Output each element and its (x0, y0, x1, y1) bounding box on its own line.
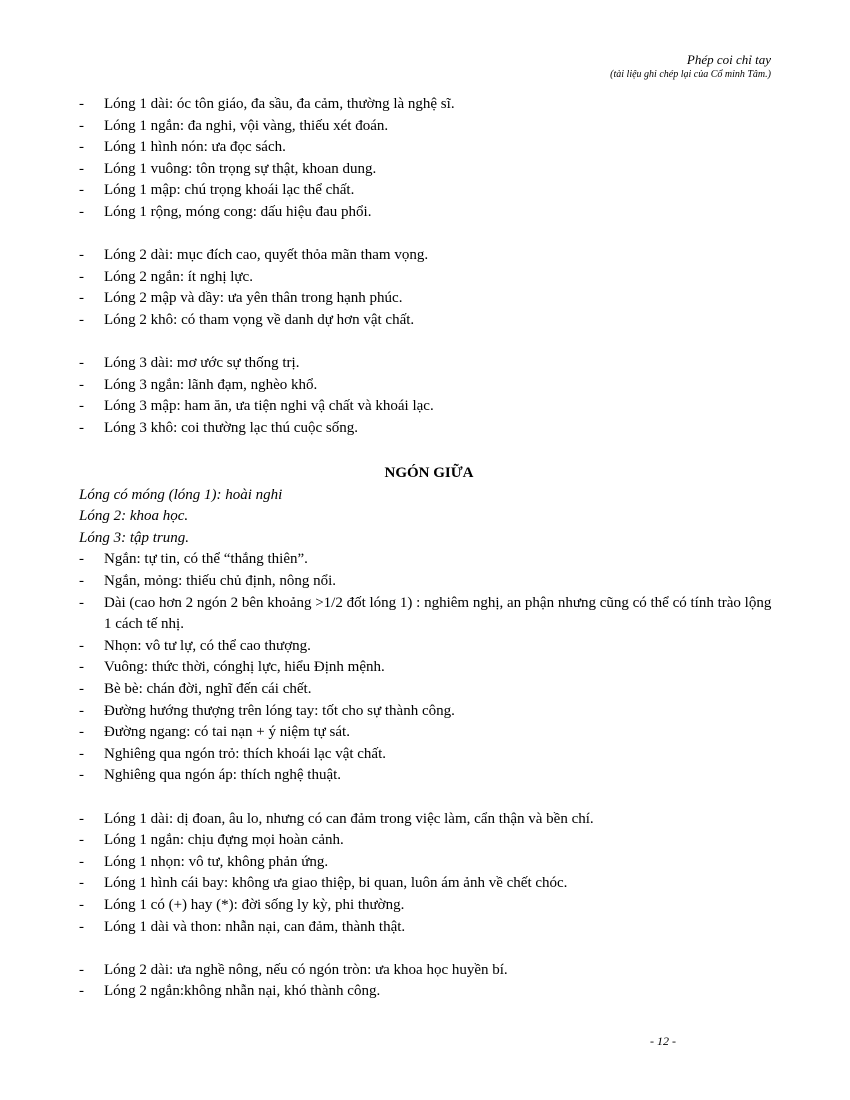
list-item: - Đường hướng thượng trên lóng tay: tốt cho sự thành công. (79, 701, 779, 723)
list-item: - Đường ngang: có tai nạn + ý niệm tự sát. (79, 722, 779, 744)
section-heading: NGÓN GIỮA (384, 465, 474, 482)
spacer (79, 787, 779, 809)
document-body (79, 94, 779, 1003)
list-item: - Lóng 1 rộng, móng cong: dấu hiệu đau phổi. (79, 202, 779, 224)
list-item: - Lóng 3 ngắn: lãnh đạm, nghèo khổ. (79, 375, 779, 397)
list-item: - Lóng 1 hình cái bay: không ưa giao thiệp, bi quan, luôn ám ảnh về chết chóc. (79, 873, 779, 895)
intro-line: Lóng có móng (lóng 1): hoài nghi (79, 486, 283, 503)
list-item: - Lóng 3 mập: ham ăn, ưa tiện nghi vậ chất và khoái lạc. (79, 396, 779, 418)
list-item: - Lóng 1 dài: óc tôn giáo, đa sầu, đa cảm, thường là nghệ sĩ. (79, 94, 779, 116)
page-number: - 12 - (650, 1034, 676, 1048)
list-item: - Lóng 3 khô: coi thường lạc thú cuộc sống. (79, 418, 779, 440)
list-item: - Lóng 2 ngắn:không nhẫn nại, khó thành công. (79, 981, 779, 1003)
list-item: - Lóng 1 dài: dị đoan, âu lo, nhưng có can đảm trong việc làm, cẩn thận và bền chí. (79, 809, 779, 831)
header-subtitle: (tài liệu ghi chép lại của Cổ minh Tâm.) (610, 69, 771, 80)
section-joint1-list (79, 94, 779, 224)
middle-joint1-list (79, 809, 779, 939)
list-item: - Dài (cao hơn 2 ngón 2 bên khoảng >1/2 đốt lóng 1) : nghiêm nghị, an phận nhưng cũng có thể có tính trào lộng 1 cách tế nhị. (79, 593, 779, 636)
spacer (79, 224, 779, 246)
list-item: - Lóng 1 vuông: tôn trọng sự thật, khoan dung. (79, 159, 779, 181)
list-item: - Lóng 1 dài và thon: nhẫn nại, can đảm, thành thật. (79, 917, 779, 939)
middle-joint2-list (79, 960, 779, 1003)
intro-line: Lóng 2: khoa học. (79, 508, 189, 525)
list-item: - Nghiêng qua ngón áp: thích nghệ thuật. (79, 765, 779, 787)
list-item: - Nghiêng qua ngón trỏ: thích khoái lạc vật chất. (79, 744, 779, 766)
spacer (79, 440, 779, 462)
list-item: - Lóng 1 nhọn: vô tư, không phản ứng. (79, 852, 779, 874)
page-header (610, 52, 771, 82)
traits-list (79, 549, 779, 787)
list-item: - Lóng 1 có (+) hay (*): đời sống ly kỳ, phi thường. (79, 895, 779, 917)
list-item: - Lóng 1 ngắn: đa nghi, vội vàng, thiếu xét đoán. (79, 116, 779, 138)
list-item: - Lóng 2 dài: ưa nghề nông, nếu có ngón tròn: ưa khoa học huyền bí. (79, 960, 779, 982)
list-item: - Lóng 1 mập: chú trọng khoái lạc thể chất. (79, 180, 779, 202)
list-item: - Vuông: thức thời, cónghị lực, hiểu Định mệnh. (79, 657, 779, 679)
intro-line: Lóng 3: tập trung. (79, 529, 190, 546)
list-item: - Lóng 3 dài: mơ ước sự thống trị. (79, 353, 779, 375)
list-item: - Ngắn, mỏng: thiếu chủ định, nông nổi. (79, 571, 779, 593)
spacer (79, 938, 779, 960)
list-item: - Bè bè: chán đời, nghĩ đến cái chết. (79, 679, 779, 701)
list-item: - Lóng 1 ngắn: chịu đựng mọi hoàn cảnh. (79, 830, 779, 852)
section-joint2-list (79, 245, 779, 331)
list-item: - Lóng 1 hình nón: ưa đọc sách. (79, 137, 779, 159)
list-item: - Ngắn: tự tin, có thể “thắng thiên”. (79, 549, 779, 571)
list-item: - Lóng 2 mập và dầy: ưa yên thân trong hạnh phúc. (79, 288, 779, 310)
list-item: - Lóng 2 ngắn: ít nghị lực. (79, 267, 779, 289)
header-title: Phép coi chỉ tay (686, 52, 771, 67)
list-item: - Lóng 2 dài: mục đích cao, quyết thỏa mãn tham vọng. (79, 245, 779, 267)
spacer (79, 332, 779, 354)
section-joint3-list (79, 353, 779, 439)
list-item: - Lóng 2 khô: có tham vọng về danh dự hơn vật chất. (79, 310, 779, 332)
list-item: - Nhọn: vô tư lự, có thể cao thượng. (79, 636, 779, 658)
